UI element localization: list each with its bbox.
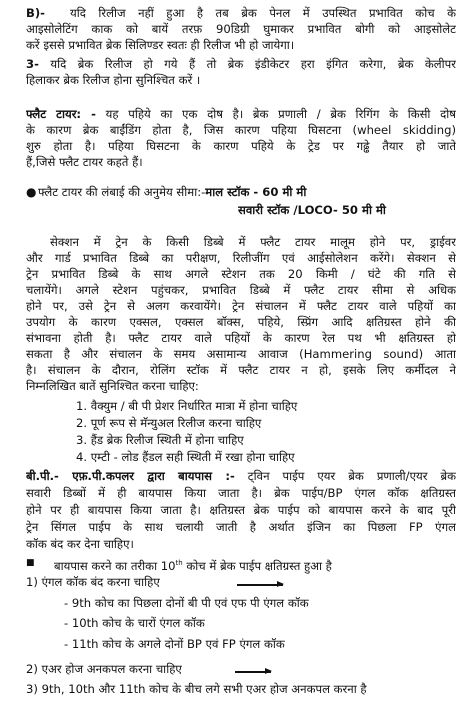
step-3: 3) 9th, 10th और 11th कोच के बीच लगे सभी एअर होज अनकपल करना है [26, 682, 367, 696]
flat-tyre-para-line-6: उपयोग के कारण एक्सल, एक्सल बॉक्स, पहिये, स्प्रिंग आदि क्षतिग्रस्त होने की [26, 315, 456, 329]
precaution-item-3: 3. हैंड ब्रेक रिलीज स्थिती में होना चाहिए [76, 433, 244, 447]
bp-fp-line-4: ट्रेन सिंगल पाईप के साथ चलायी जाती है अर्थात इंजिन का पिछला FP एंगल [26, 520, 456, 534]
section-b-item3-line-2: हिलाकर ब्रेक रिलीज होना सुनिश्चित करें । [26, 73, 201, 87]
limit-goods: माल स्टॉक - 60 मी मी [205, 185, 307, 199]
flat-tyre-line-3: शुरु होता है। पहिया घिसटना के कारण पहिये के ट्रेड पर गढ्ढे तैयार हो जाते [26, 139, 456, 153]
flat-tyre-para-line-7: संभावना होती है। फ्लैट टायर वाले पहियों के कारण रेल पथ भी क्षतिग्रस्त हो [26, 331, 456, 345]
precaution-item-2: 2. पूर्ण रूप से मॅन्युअल रिलीज करना चाहिए [76, 416, 262, 430]
flat-tyre-para-line-9: है। संचालन के दौरान, रोलिंग स्टॉक में फ्लैट टायर न हो, इसके लिए कर्मीदल ने [26, 363, 456, 377]
bypass-method: बायपास करने का तरीका 10th कोच में ब्रेक पाईप क्षतिग्रस्त हुआ है [54, 558, 332, 573]
flat-tyre-para-line-2: और गार्ड प्रभावित डिब्बे का परीक्षण, रिलीजींग एवं आईसोलेशन करेंगे। सेक्शन से [26, 251, 456, 265]
bp-fp-heading: बी.पी.- एफ़.पी.कपलर द्वारा बायपास :- [26, 469, 235, 483]
section-b-line-1: B)- यदि रिलीज नहीं हुआ है तब ब्रेक पेनल में उपस्थित प्रभावित कोच के [26, 6, 456, 20]
bullet-dot: ● [26, 185, 37, 199]
step-1: 1) एंगल कॉक बंद करना चाहिए [26, 575, 160, 589]
flat-tyre-para-line-3: ट्रेन प्रभावित डिब्बे के साथ अगले स्टेशन तक 20 किमी / घंटे की गति से [26, 267, 456, 281]
flat-tyre-para-line-5: होने पर, उसे ट्रेन से अलग करवायेंगे। ट्रेन संचालन में फ्लैट टायर वाले पहियों का [26, 299, 456, 313]
bp-fp-line-1: बी.पी.- एफ़.पी.कपलर द्वारा बायपास :- ट्विन पाईप एयर ब्रेक प्रणाली/एयर ब्रेक [26, 469, 456, 483]
bp-fp-line-2: सवारी डिब्बों में ही बायपास किया जाता है। ब्रेक पाईप/BP एंगल कॉक क्षतिग्रस्त [26, 486, 456, 500]
bp-fp-line-3: होने पर ही बायपास किया जाता है। क्षतिग्रस्त ब्रेक पाईप को बायपास करने के बाद पूरी [26, 503, 456, 517]
flat-tyre-para-line-4: चलायेंगे। अगले स्टेशन पहुंचकर, प्रभावित डिब्बे में फ्लैट टायर सीमा से अधिक [26, 283, 456, 297]
flat-tyre-para-line-1: सेक्शन में ट्रेन के किसी डिब्बे में फ्लैट टायर मालूम होने पर, ड्राईवर [50, 235, 456, 249]
flat-tyre-line-2: के कारण ब्रेक बाईंडिंग होता है, जिस कारण पहिया घिसटना (wheel skidding) [26, 123, 456, 137]
precaution-item-4: 4. एम्टी - लोड हैंडल सही स्थिती में रखा होना चाहिए [76, 450, 295, 464]
square-bullet: ■ [26, 558, 35, 568]
sub-step-2: - 10th कोच के चारों एंगल कॉक [64, 616, 205, 630]
flat-tyre-heading: फ्लैट टायर: - [26, 107, 96, 121]
sub-step-3: - 11th कोच के अगले दोनों BP एवं FP एंगल कॉक [64, 637, 285, 651]
section-b-line-2: आइसोलेटिंग काक को बायें तरफ़ 90डिग्री घुमाकर प्रभावित बोगी को आइसोलेट [26, 22, 456, 36]
section-b-item3-line-1: 3- यदि ब्रेक रिलीज हो गये हैं तो ब्रेक इंडीकेटर हरा इंगित करेगा, ब्रेक केलीपर [26, 57, 456, 71]
precaution-item-1: 1. वैक्युम / बी पी प्रेशर निर्धारित मात्रा में होना चाहिए [76, 399, 298, 413]
flat-tyre-line-1: फ्लैट टायर: - यह पहिये का एक दोष है। ब्रेक प्रणाली / ब्रेक रिगिंग के किसी दोष [26, 107, 456, 121]
flat-tyre-limit-line: फ्लैट टायर की लंबाई की अनुमेय सीमा:-माल स्टॉक - 60 मी मी [38, 185, 307, 199]
right-arrow-icon [235, 671, 271, 673]
limit-coaching: सवारी स्टॉक /LOCO- 50 मी मी [238, 203, 386, 217]
flat-tyre-para-line-8: सकता है और संचालन के समय असामान्य आवाज (Hammering sound) आता [26, 347, 456, 361]
step-2: 2) एअर होज अनकपल करना चाहिए [26, 662, 182, 676]
flat-tyre-para-line-10: निम्नलिखित बातें सुनिश्चित करना चाहिए: [26, 379, 199, 393]
right-arrow-icon [237, 584, 283, 586]
flat-tyre-line-4: हैं,जिसे फ्लैट टायर कहते हैं। [26, 155, 143, 169]
bp-fp-line-5: कॉक बंद कर देना चाहिए। [26, 537, 134, 551]
section-b-line-3: करें इससे प्रभावित ब्रेक सिलिण्डर स्वतः ही रिलीज भी हो जायेगा। [26, 38, 295, 52]
sub-step-1: - 9th कोच का पिछला दोनों बी पी एवं एफ पी एंगल कॉक [64, 596, 309, 610]
